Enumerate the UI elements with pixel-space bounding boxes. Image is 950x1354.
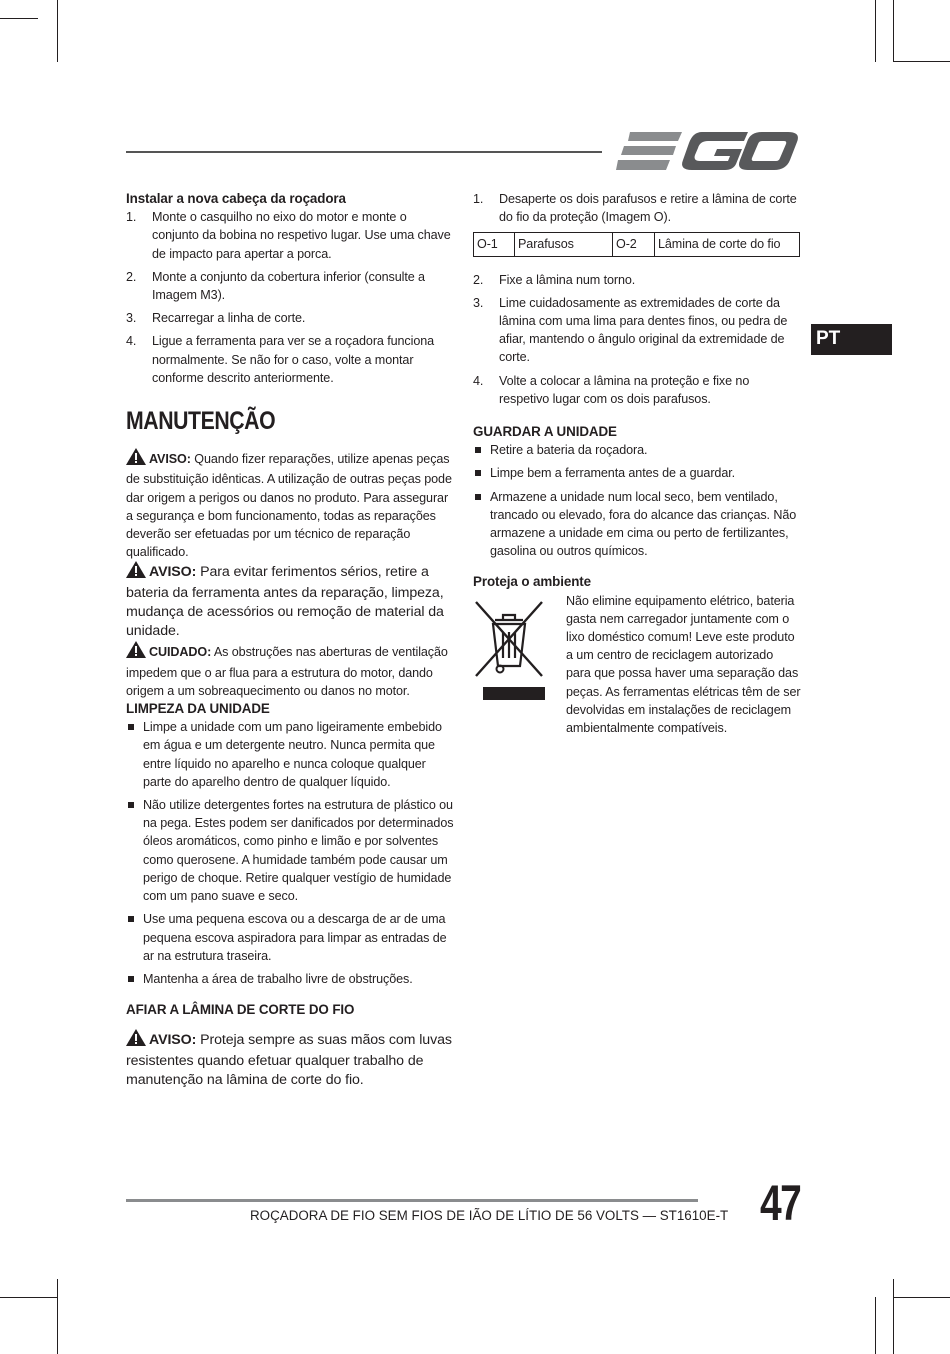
step-text: Monte o casquilho no eixo do motor e monte o conjunto da bobina no respetivo lugar. Use uma chave de impacto para apertar a porca. bbox=[152, 210, 451, 261]
warning-block bbox=[126, 561, 454, 641]
environment-block bbox=[473, 592, 801, 738]
step-number: 3. bbox=[126, 311, 137, 326]
crop-mark bbox=[875, 0, 876, 62]
list-item-text: Retire a bateria da roçadora. bbox=[490, 443, 648, 458]
table-cell: Lâmina de corte do fio bbox=[655, 233, 800, 256]
sharpen-heading: AFIAR A LÂMINA DE CORTE DO FIO bbox=[126, 1002, 355, 1018]
list-item bbox=[126, 910, 454, 965]
bullet-square-icon bbox=[128, 916, 134, 922]
install-heading: Instalar a nova cabeça da roçadora bbox=[126, 191, 346, 206]
list-item bbox=[126, 309, 454, 327]
left-column bbox=[126, 190, 454, 1090]
warning-label: AVISO: bbox=[149, 564, 197, 581]
ego-logo-icon bbox=[616, 128, 800, 174]
list-item bbox=[473, 372, 801, 408]
warning-triangle-icon bbox=[126, 448, 146, 470]
list-item bbox=[473, 488, 801, 561]
table-cell: O-2 bbox=[613, 233, 655, 256]
language-tab bbox=[811, 324, 892, 355]
warning-label: AVISO: bbox=[149, 1032, 197, 1049]
crop-mark bbox=[893, 0, 894, 62]
bullet-square-icon bbox=[475, 470, 481, 476]
list-item bbox=[473, 271, 801, 289]
list-item bbox=[126, 796, 454, 905]
crop-mark bbox=[0, 18, 38, 19]
step-number: 2. bbox=[473, 272, 484, 287]
storage-list bbox=[473, 441, 801, 560]
crop-mark bbox=[893, 1297, 950, 1298]
warning-block bbox=[126, 448, 454, 561]
caution-block bbox=[126, 641, 454, 700]
crop-mark bbox=[57, 0, 58, 62]
bullet-square-icon bbox=[128, 802, 134, 808]
list-item bbox=[473, 464, 801, 482]
sharpen-steps-continued bbox=[473, 271, 801, 408]
step-number: 4. bbox=[126, 334, 137, 349]
cleaning-list bbox=[126, 718, 454, 988]
warning-text: Quando fizer reparações, utilize apenas peças de substituição idênticas. A utilização de outras peças pode dar origem a perigos ou danos no produto. Para assegurar a segurança e bom funcionamento, todas as reparações deverão ser efetuadas por um técnico de reparação qualificado. bbox=[126, 452, 452, 560]
warning-text: Proteja sempre as suas mãos com luvas resistentes quando efetuar qualquer trabalho de manutenção na lâmina de corte do fio. bbox=[126, 1032, 452, 1089]
list-item bbox=[473, 294, 801, 367]
table-row bbox=[474, 233, 800, 256]
list-item bbox=[473, 190, 801, 226]
language-tab-label: PT bbox=[816, 328, 841, 349]
crop-mark bbox=[875, 1297, 876, 1354]
step-number: 3. bbox=[473, 295, 484, 310]
caution-label: CUIDADO: bbox=[149, 645, 212, 660]
list-item-text: Não utilize detergentes fortes na estrutura de plástico ou na pega. Estes podem ser danificados por determinados óleos aromáticos, como pinho e limão e por solventes como querosene. A humidade também pode causar um perigo de choque. Retire qualquer vestígio de humidade com um pano suave e seco. bbox=[143, 798, 454, 904]
table-cell: Parafusos bbox=[515, 233, 613, 256]
bullet-square-icon bbox=[128, 976, 134, 982]
footer-rule bbox=[126, 1199, 698, 1202]
table-cell: O-1 bbox=[474, 233, 515, 256]
crop-mark bbox=[0, 1297, 57, 1298]
environment-heading: Proteja o ambiente bbox=[473, 574, 592, 590]
environment-text: Não elimine equipamento elétrico, bateria gasta nem carregador juntamente com o lixo doméstico comum! Leve este produto a um centro de reciclagem autorizado para que possa haver uma separação das peças. As ferramentas elétricas têm de ser devolvidas em instalações de reciclagem ambientalmente compatíveis. bbox=[566, 593, 801, 736]
step-number: 1. bbox=[126, 210, 137, 225]
footer-title: ROÇADORA DE FIO SEM FIOS DE IÃO DE LÍTIO DE 56 VOLTS — ST1610E-T bbox=[250, 1208, 729, 1223]
step-text: Monte a conjunto da cobertura inferior (consulte a Imagem M3). bbox=[152, 269, 425, 303]
crop-mark bbox=[893, 1279, 894, 1354]
maintenance-title: MANUTENÇÃO bbox=[126, 407, 276, 436]
bullet-square-icon bbox=[128, 724, 134, 730]
step-number: 2. bbox=[126, 269, 137, 284]
list-item-text: Armazene a unidade num local seco, bem ventilado, trancado ou elevado, fora do alcance das crianças. Não armazene a unidade em cima ou perto de fertilizantes, gasolina ou outros químicos. bbox=[490, 489, 797, 559]
list-item-text: Limpe bem a ferramenta antes de a guardar. bbox=[490, 466, 736, 481]
bullet-square-icon bbox=[475, 494, 481, 500]
list-item bbox=[126, 718, 454, 791]
storage-heading: GUARDAR A UNIDADE bbox=[473, 424, 617, 440]
step-text: Recarregar a linha de corte. bbox=[152, 311, 306, 326]
warning-triangle-icon bbox=[126, 641, 146, 663]
list-item-text: Use uma pequena escova ou a descarga de ar de uma pequena escova aspiradora para limpar as entradas de ar na estrutura traseira. bbox=[143, 912, 447, 963]
step-number: 4. bbox=[473, 373, 484, 388]
right-column bbox=[473, 190, 801, 737]
crop-mark bbox=[57, 1279, 58, 1354]
brand-name bbox=[800, 128, 801, 129]
parts-table bbox=[473, 232, 800, 256]
step-text: Fixe a lâmina num torno. bbox=[499, 272, 636, 287]
list-item bbox=[126, 332, 454, 387]
warning-text: Para evitar ferimentos sérios, retire a bateria da ferramenta antes da reparação, limpeza, mudança de acessórios ou remoção de material da unidade. bbox=[126, 564, 444, 640]
list-item bbox=[126, 208, 454, 263]
cleaning-heading: LIMPEZA DA UNIDADE bbox=[126, 701, 270, 717]
list-item-text: Mantenha a área de trabalho livre de obstruções. bbox=[143, 971, 413, 986]
step-text: Volte a colocar a lâmina na proteção e fixe no respetivo lugar com os dois parafusos. bbox=[499, 373, 750, 406]
bullet-square-icon bbox=[475, 447, 481, 453]
list-item-text: Limpe a unidade com um pano ligeiramente embebido em água e um detergente neutro. Nunca permita que entre líquido no aparelho e nunca coloque qualquer parte do aparelho dentro de qualquer líquido. bbox=[143, 720, 442, 789]
weee-crossed-bin-icon bbox=[473, 596, 547, 700]
crop-mark bbox=[893, 61, 950, 62]
page-number: 47 bbox=[760, 1175, 801, 1231]
list-item bbox=[126, 268, 454, 304]
step-number: 1. bbox=[473, 192, 484, 206]
warning-label: AVISO: bbox=[149, 452, 191, 467]
list-item bbox=[126, 970, 454, 988]
step-text: Lime cuidadosamente as extremidades de corte da lâmina com uma lima para dentes finos, ou pedra de afiar, mantendo o ângulo original da extremidade de corte. bbox=[499, 295, 788, 365]
step-text: Desaperte os dois parafusos e retire a lâmina de corte do fio da proteção (Imagem O). bbox=[499, 192, 797, 225]
warning-triangle-icon bbox=[126, 561, 146, 584]
step-text: Ligue a ferramenta para ver se a roçadora funciona normalmente. Se não for o caso, volte a montar conforme descrito anteriormente. bbox=[152, 334, 435, 385]
header-rule bbox=[126, 151, 602, 153]
list-item bbox=[473, 441, 801, 459]
warning-block bbox=[126, 1029, 454, 1090]
warning-triangle-icon bbox=[126, 1029, 146, 1052]
sharpen-steps bbox=[473, 190, 801, 226]
install-steps bbox=[126, 208, 454, 387]
brand-logo bbox=[616, 128, 800, 174]
caution-text: As obstruções nas aberturas de ventilação impedem que o ar flua para a estrutura do motor, dando origem a um sobreaquecimento ou danos no motor. bbox=[126, 645, 448, 698]
